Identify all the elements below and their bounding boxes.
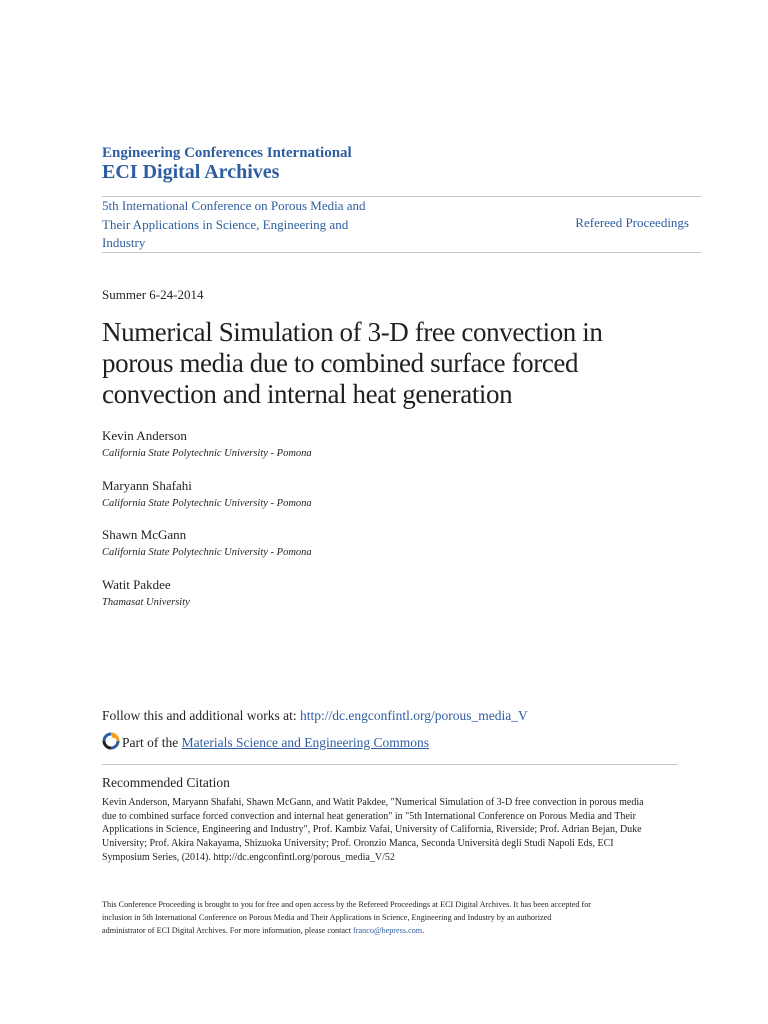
- author-name: Watit Pakdee: [102, 577, 171, 592]
- publication-date: Summer 6-24-2014: [102, 287, 204, 302]
- author-affiliation: California State Polytechnic University - Pomona: [102, 498, 312, 509]
- citation-line: University; Prof. Akira Nakayama, Shizuoka University; Prof. Oronzio Manca, Seconda Università degli Studi Napoli Eds, ECI: [102, 838, 614, 850]
- access-notice: [102, 898, 672, 937]
- author-entry: [102, 527, 312, 560]
- notice-line: [102, 924, 672, 937]
- author-affiliation: California State Polytechnic University - Pomona: [102, 448, 312, 459]
- paper-title: [102, 317, 662, 410]
- citation-divider: [102, 764, 678, 765]
- series-link[interactable]: Refereed Proceedings: [575, 215, 689, 230]
- notice-line: inclusion in 5th International Conference on Porous Media and Their Applications in Science, Engineering and Industry by an authorized: [102, 913, 552, 922]
- citation-text: [102, 796, 672, 865]
- author-entry: [102, 478, 312, 511]
- notice-text: administrator of ECI Digital Archives. For more information, please contact: [102, 926, 354, 935]
- citation-heading: Recommended Citation: [102, 775, 230, 790]
- title-line: Numerical Simulation of 3-D free convection in: [102, 317, 603, 347]
- notice-text: .: [422, 926, 425, 935]
- repository-title[interactable]: ECI Digital Archives: [102, 161, 280, 183]
- author-entry: [102, 428, 312, 461]
- follow-link[interactable]: http://dc.engconfintl.org/porous_media_V: [300, 708, 528, 723]
- part-of-line: [102, 732, 429, 751]
- author-affiliation: California State Polytechnic University - Pomona: [102, 547, 312, 558]
- citation-line: Symposium Series, (2014). http://dc.engconfintl.org/porous_media_V/52: [102, 851, 395, 863]
- author-name: Maryann Shafahi: [102, 478, 192, 493]
- part-of-label: Part of the: [122, 735, 182, 750]
- author-affiliation: Thamasat University: [102, 597, 190, 608]
- commons-link[interactable]: Materials Science and Engineering Commons: [181, 735, 430, 750]
- follow-label: Follow this and additional works at:: [102, 708, 300, 723]
- citation-line: due to combined surface forced convection and internal heat generation" in "5th International Conference on Porous Media and Their: [102, 810, 636, 822]
- conference-line: Their Applications in Science, Engineering and: [102, 216, 349, 232]
- publisher-name[interactable]: Engineering Conferences International: [102, 145, 352, 161]
- conference-link[interactable]: [102, 197, 412, 253]
- author-name: Kevin Anderson: [102, 428, 187, 443]
- follow-line: [102, 708, 528, 724]
- header-divider-bottom: [102, 252, 701, 253]
- conference-line: 5th International Conference on Porous Media and: [102, 198, 366, 213]
- author-name: Shawn McGann: [102, 527, 187, 542]
- conference-line: Industry: [102, 235, 146, 250]
- citation-line: Applications in Science, Engineering and Industry", Prof. Kambiz Vafai, University of California, Riverside; Prof. Adrian Bejan, Duke: [102, 824, 642, 836]
- citation-line: Kevin Anderson, Maryann Shafahi, Shawn McGann, and Watit Pakdee, "Numerical Simulation of 3-D free convection in porous media: [102, 797, 644, 808]
- contact-email-link[interactable]: franco@bepress.com: [353, 926, 423, 935]
- network-icon: [102, 732, 120, 750]
- title-line: convection and internal heat generation: [102, 379, 513, 409]
- title-line: porous media due to combined surface forced: [102, 348, 579, 378]
- author-entry: [102, 577, 190, 610]
- notice-line: This Conference Proceeding is brought to you for free and open access by the Refereed Proceedings at ECI Digital Archives. It has been accepted for: [102, 900, 592, 909]
